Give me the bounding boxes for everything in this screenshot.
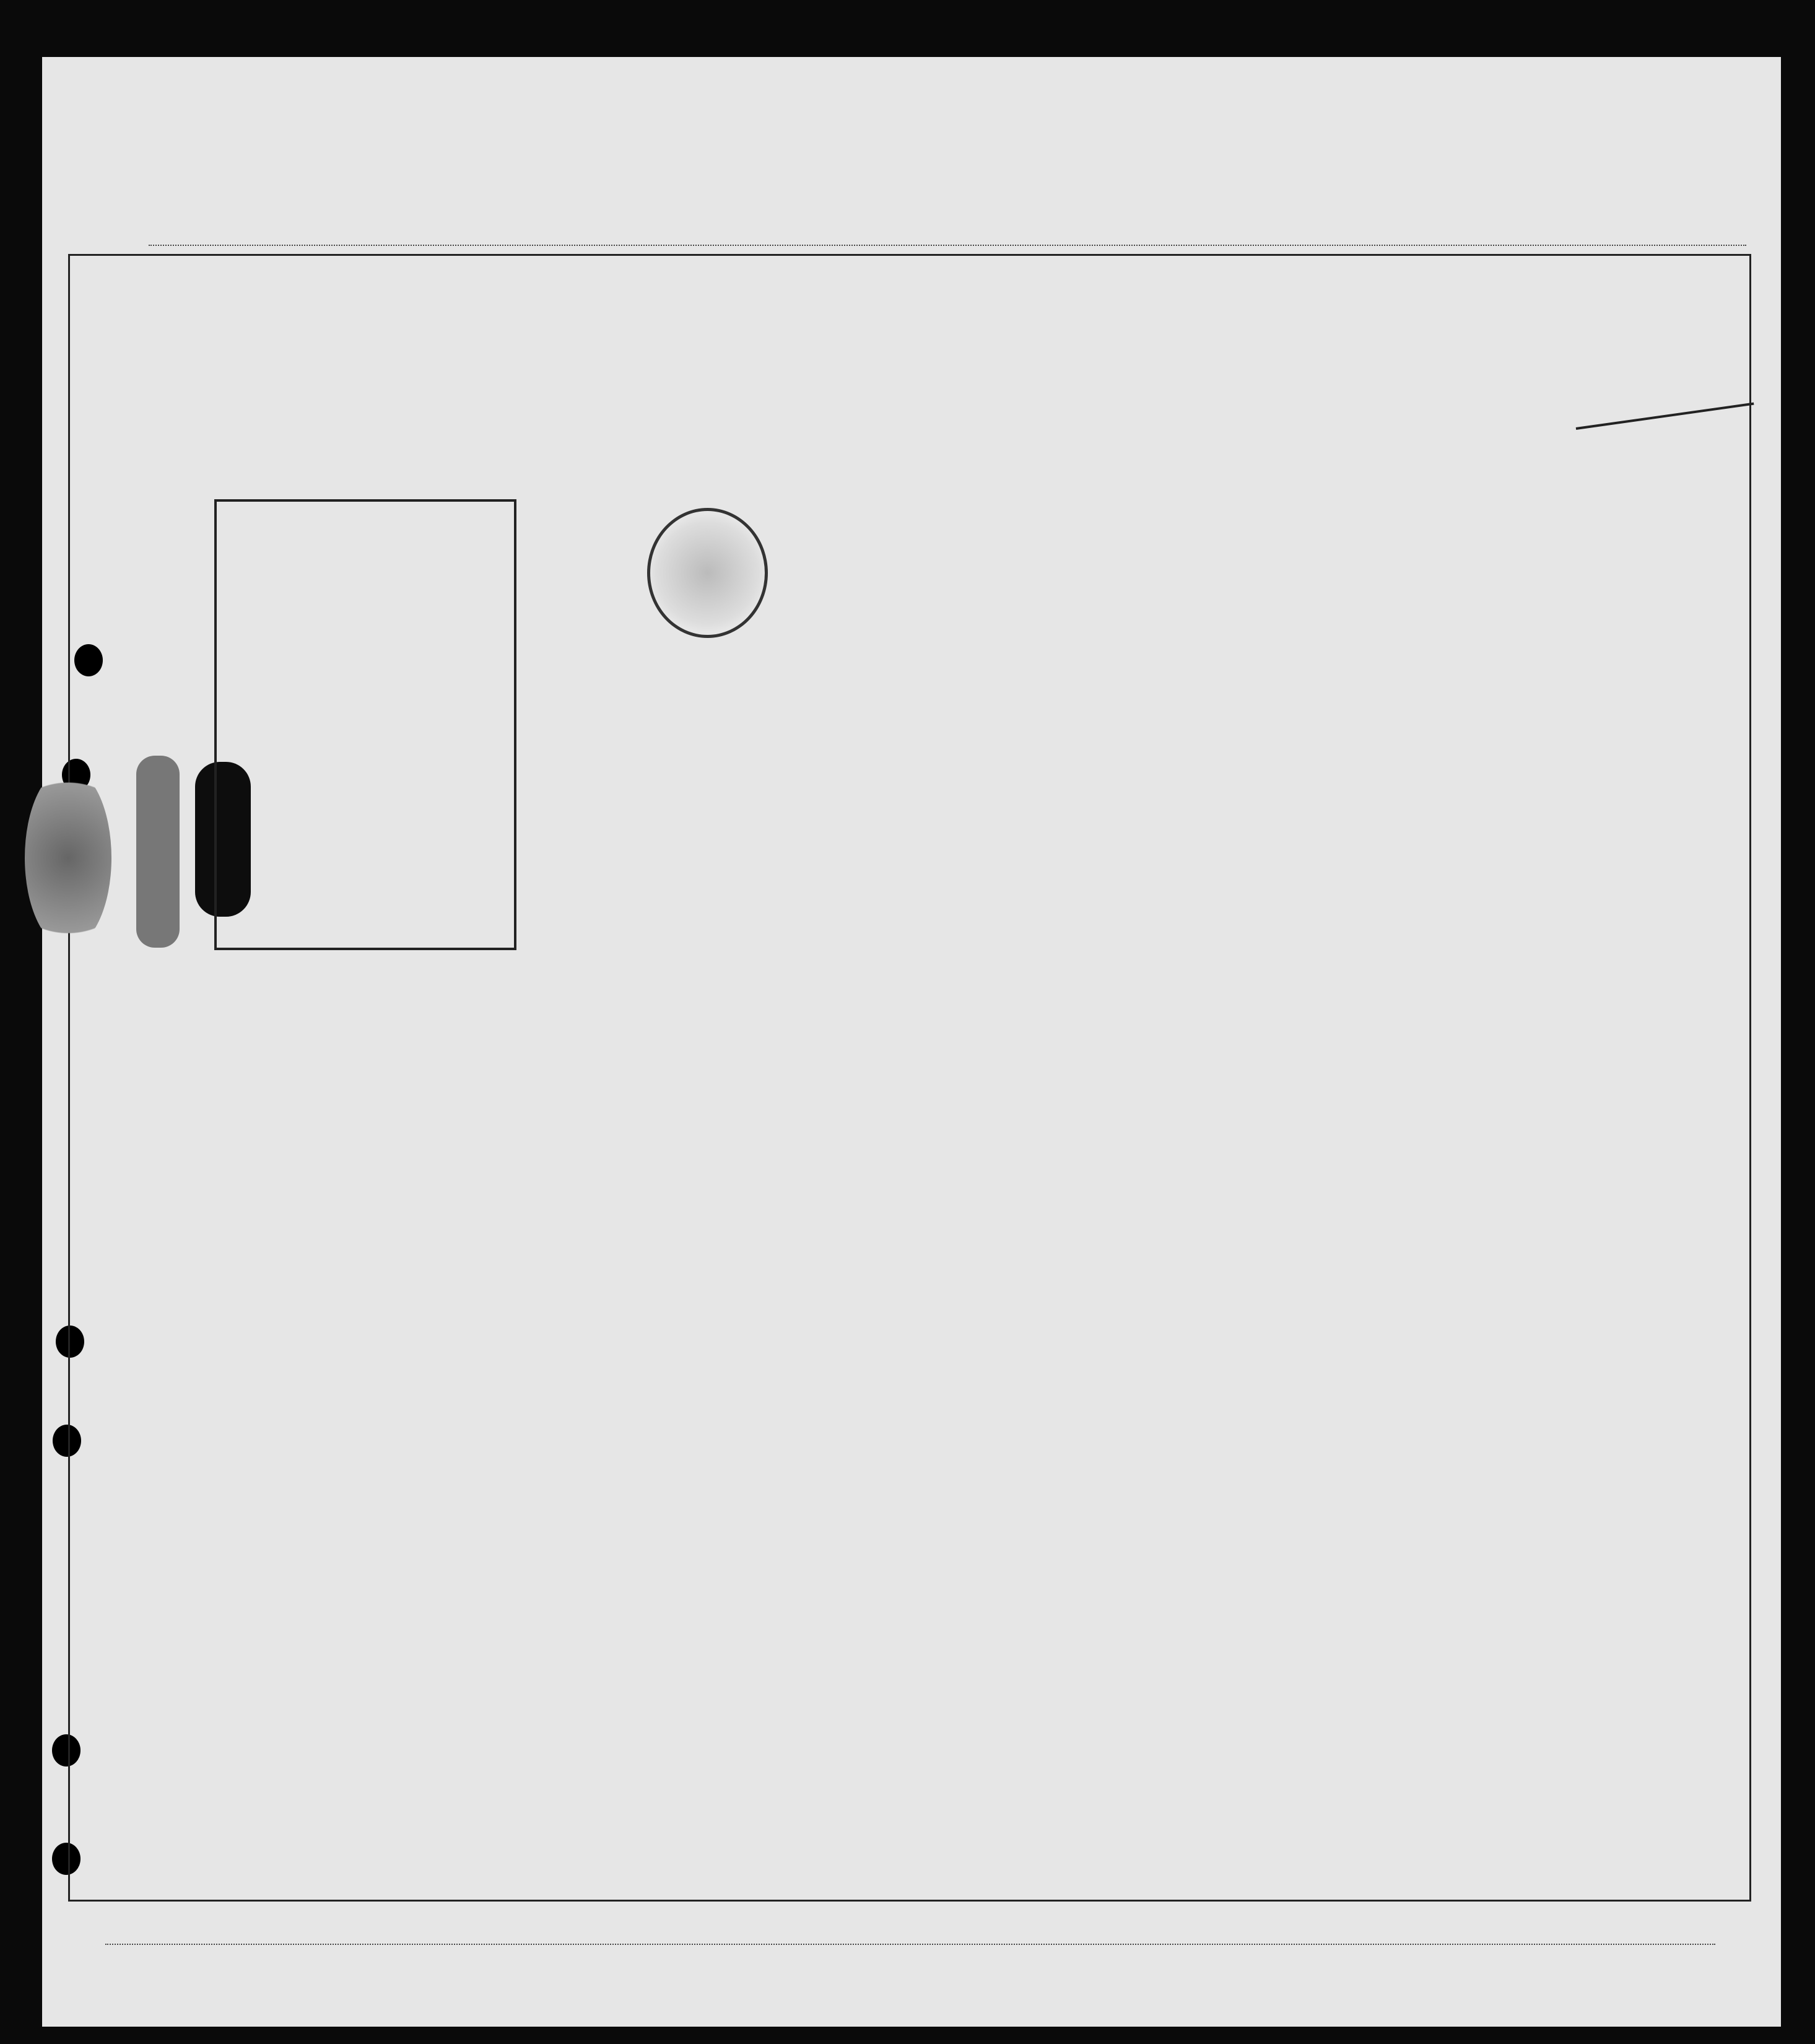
consulate-seal [647,508,768,638]
visa-stamp [214,499,516,950]
voyage-underline [149,245,1746,246]
embossed-seal [25,768,111,948]
footer-underline [105,1944,1715,1945]
embossed-seal-shadow [136,756,180,948]
